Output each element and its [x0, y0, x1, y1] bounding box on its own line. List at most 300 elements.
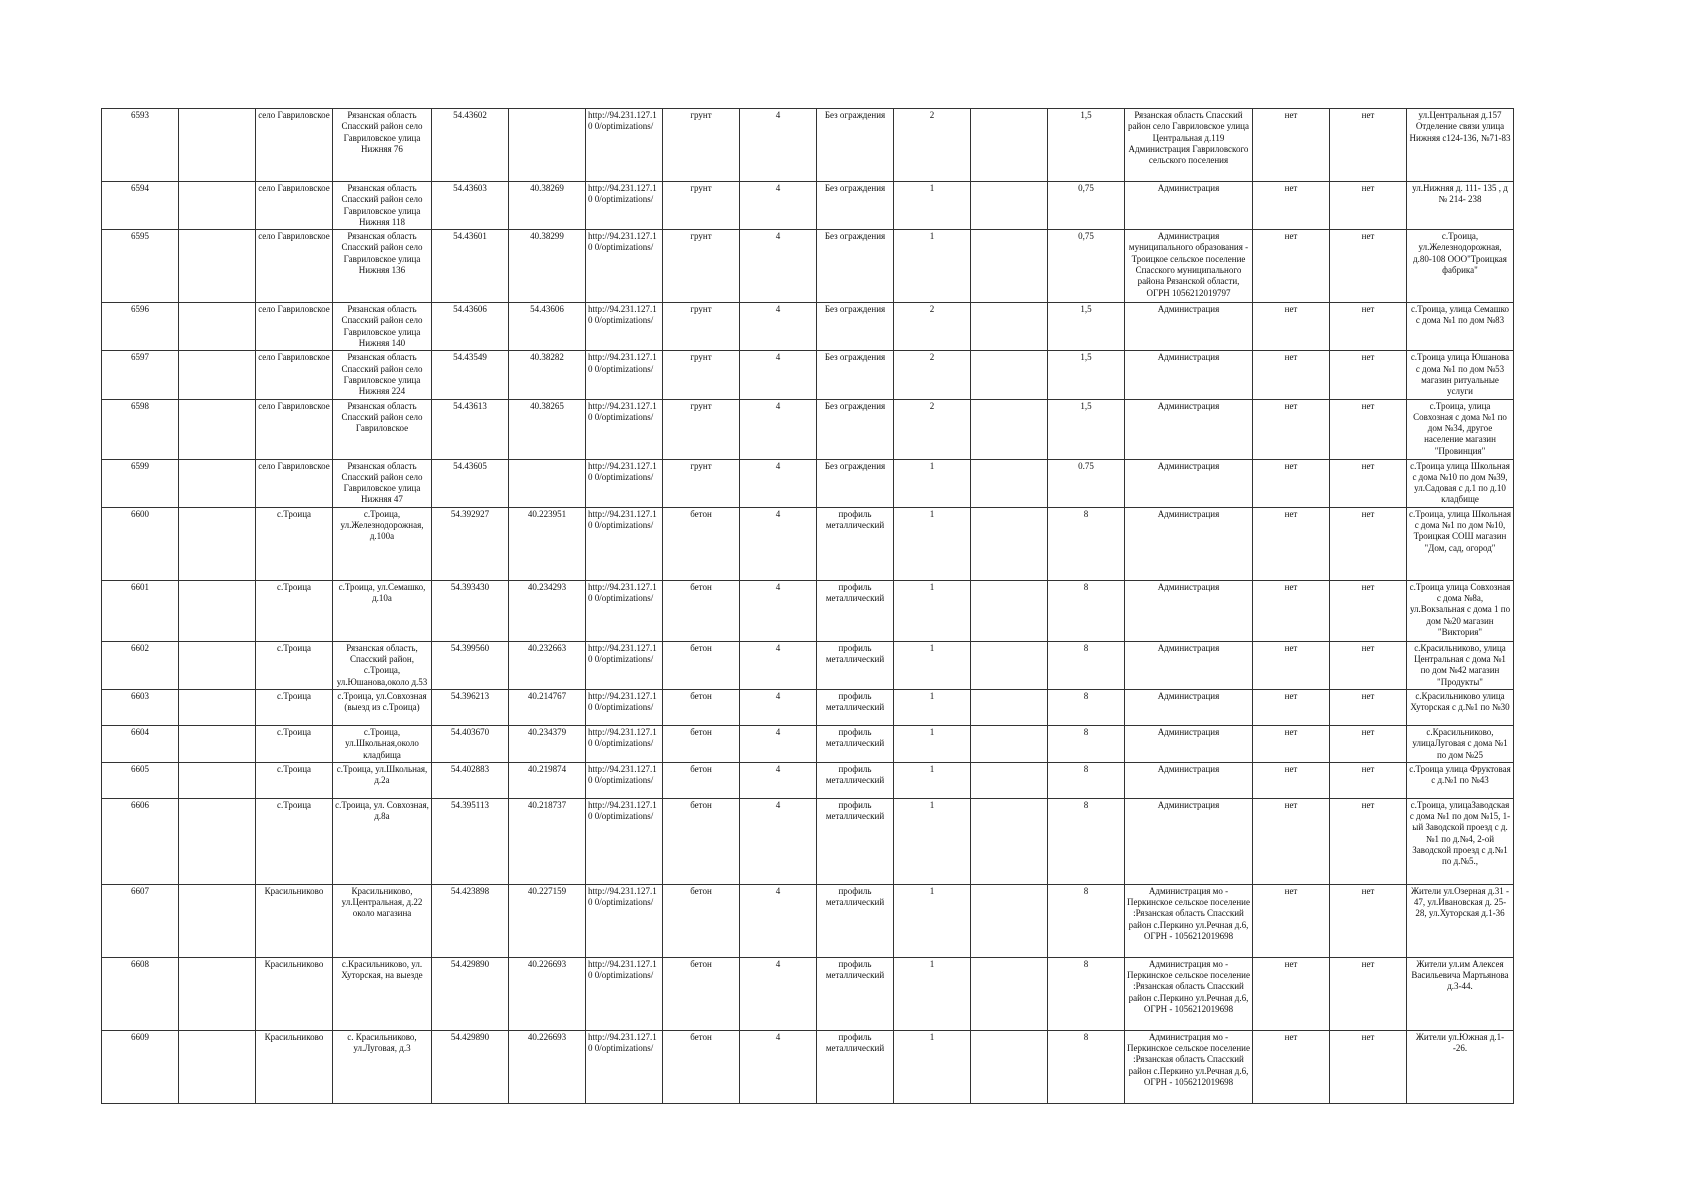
waste-sources: с.Троица, улица Школьная с дома №1 по дом №10, Троицкая СОШ магазин "Дом, сад, огород" — [1407, 507, 1514, 580]
empty-cell — [179, 641, 256, 689]
flag-1: нет — [1253, 230, 1330, 303]
latitude: 54.43549 — [432, 351, 509, 399]
address: Рязанская область Спасский район село Гавриловское — [333, 399, 432, 459]
table-row — [102, 109, 1514, 182]
container-count: 1 — [894, 725, 971, 762]
owner: Администрация муниципального образования - Троицкое сельское поселение Спасского муниципального района Рязанской области, ОГРН 1056212019797 — [1125, 230, 1253, 303]
row-id: 6604 — [102, 725, 179, 762]
area-value: 4 — [740, 580, 817, 641]
settlement-name: село Гавриловское — [256, 182, 333, 230]
fence-type: профиль металлический — [817, 507, 894, 580]
row-id: 6598 — [102, 399, 179, 459]
empty-cell — [971, 109, 1048, 182]
surface-type: грунт — [663, 459, 740, 507]
owner: Администрация мо - Перкинское сельское поселение :Рязанская область Спасский район с.Перкино ул.Речная д.6, ОГРН - 1056212019698 — [1125, 1030, 1253, 1103]
longitude: 40.227159 — [509, 884, 586, 957]
map-link: http://94.231.127.10 0/optimizations/ — [586, 109, 663, 182]
flag-2: нет — [1330, 459, 1407, 507]
empty-cell — [179, 230, 256, 303]
owner: Администрация — [1125, 798, 1253, 884]
surface-type: бетон — [663, 725, 740, 762]
map-link: http://94.231.127.10 0/optimizations/ — [586, 230, 663, 303]
latitude: 54.395113 — [432, 798, 509, 884]
container-volume: 8 — [1048, 689, 1125, 725]
owner: Администрация — [1125, 689, 1253, 725]
table-row — [102, 798, 1514, 884]
container-volume: 8 — [1048, 641, 1125, 689]
table-row — [102, 957, 1514, 1030]
surface-type: грунт — [663, 303, 740, 351]
flag-1: нет — [1253, 580, 1330, 641]
map-link: http://94.231.127.10 0/optimizations/ — [586, 725, 663, 762]
container-volume: 1,5 — [1048, 109, 1125, 182]
container-count: 1 — [894, 182, 971, 230]
empty-cell — [179, 798, 256, 884]
area-value: 4 — [740, 957, 817, 1030]
settlement-name: село Гавриловское — [256, 399, 333, 459]
flag-1: нет — [1253, 399, 1330, 459]
latitude: 54.429890 — [432, 957, 509, 1030]
address: Рязанская область Спасский район село Гавриловское улица Нижняя 136 — [333, 230, 432, 303]
flag-2: нет — [1330, 957, 1407, 1030]
flag-2: нет — [1330, 507, 1407, 580]
address: с.Троица, ул.Семашко, д.10а — [333, 580, 432, 641]
longitude: 40.226693 — [509, 957, 586, 1030]
empty-cell — [971, 798, 1048, 884]
settlement-name: с.Троица — [256, 689, 333, 725]
flag-1: нет — [1253, 459, 1330, 507]
empty-cell — [179, 725, 256, 762]
fence-type: профиль металлический — [817, 1030, 894, 1103]
fence-type: профиль металлический — [817, 957, 894, 1030]
container-volume: 8 — [1048, 725, 1125, 762]
area-value: 4 — [740, 303, 817, 351]
map-link: http://94.231.127.10 0/optimizations/ — [586, 957, 663, 1030]
fence-type: профиль металлический — [817, 884, 894, 957]
empty-cell — [179, 303, 256, 351]
container-count: 1 — [894, 798, 971, 884]
surface-type: бетон — [663, 689, 740, 725]
fence-type: профиль металлический — [817, 641, 894, 689]
map-link: http://94.231.127.10 0/optimizations/ — [586, 351, 663, 399]
container-volume: 8 — [1048, 580, 1125, 641]
longitude — [509, 109, 586, 182]
longitude: 40.38282 — [509, 351, 586, 399]
flag-2: нет — [1330, 689, 1407, 725]
area-value: 4 — [740, 182, 817, 230]
settlement-name: с.Троица — [256, 798, 333, 884]
empty-cell — [971, 884, 1048, 957]
waste-sources: с.Красильниково, улицаЛуговая с дома №1 по дом №25 — [1407, 725, 1514, 762]
map-link: http://94.231.127.10 0/optimizations/ — [586, 1030, 663, 1103]
row-id: 6597 — [102, 351, 179, 399]
surface-type: грунт — [663, 182, 740, 230]
flag-1: нет — [1253, 957, 1330, 1030]
empty-cell — [179, 884, 256, 957]
empty-cell — [179, 762, 256, 798]
flag-2: нет — [1330, 884, 1407, 957]
container-volume: 0.75 — [1048, 459, 1125, 507]
waste-sources: с.Троица улица Совхозная с дома №8а, ул.Вокзальная с дома 1 по дом №20 магазин "Виктория" — [1407, 580, 1514, 641]
owner: Администрация — [1125, 303, 1253, 351]
flag-2: нет — [1330, 351, 1407, 399]
empty-cell — [971, 725, 1048, 762]
row-id: 6605 — [102, 762, 179, 798]
fence-type: профиль металлический — [817, 580, 894, 641]
latitude: 54.399560 — [432, 641, 509, 689]
flag-1: нет — [1253, 725, 1330, 762]
longitude: 40.226693 — [509, 1030, 586, 1103]
latitude: 54.429890 — [432, 1030, 509, 1103]
surface-type: бетон — [663, 507, 740, 580]
registry-table — [101, 108, 1514, 1104]
owner: Администрация — [1125, 762, 1253, 798]
area-value: 4 — [740, 798, 817, 884]
container-count: 1 — [894, 1030, 971, 1103]
table-row — [102, 762, 1514, 798]
address: с.Троица, ул.Железнодорожная, д.100а — [333, 507, 432, 580]
fence-type: профиль металлический — [817, 762, 894, 798]
container-count: 1 — [894, 507, 971, 580]
owner: Администрация — [1125, 725, 1253, 762]
container-volume: 8 — [1048, 1030, 1125, 1103]
container-volume: 1,5 — [1048, 399, 1125, 459]
flag-1: нет — [1253, 762, 1330, 798]
area-value: 4 — [740, 109, 817, 182]
fence-type: профиль металлический — [817, 689, 894, 725]
flag-2: нет — [1330, 303, 1407, 351]
empty-cell — [971, 230, 1048, 303]
row-id: 6601 — [102, 580, 179, 641]
longitude: 40.218737 — [509, 798, 586, 884]
fence-type: Без ограждения — [817, 182, 894, 230]
container-count: 2 — [894, 351, 971, 399]
settlement-name: село Гавриловское — [256, 109, 333, 182]
map-link: http://94.231.127.10 0/optimizations/ — [586, 580, 663, 641]
row-id: 6596 — [102, 303, 179, 351]
container-volume: 1,5 — [1048, 303, 1125, 351]
latitude: 54.392927 — [432, 507, 509, 580]
owner: Администрация — [1125, 507, 1253, 580]
fence-type: Без ограждения — [817, 459, 894, 507]
fence-type: Без ограждения — [817, 230, 894, 303]
latitude: 54.43602 — [432, 109, 509, 182]
empty-cell — [971, 580, 1048, 641]
area-value: 4 — [740, 1030, 817, 1103]
row-id: 6602 — [102, 641, 179, 689]
flag-2: нет — [1330, 230, 1407, 303]
empty-cell — [179, 1030, 256, 1103]
row-id: 6600 — [102, 507, 179, 580]
area-value: 4 — [740, 641, 817, 689]
area-value: 4 — [740, 459, 817, 507]
surface-type: бетон — [663, 580, 740, 641]
flag-2: нет — [1330, 399, 1407, 459]
flag-1: нет — [1253, 1030, 1330, 1103]
empty-cell — [971, 399, 1048, 459]
settlement-name: с.Троица — [256, 580, 333, 641]
container-volume: 8 — [1048, 507, 1125, 580]
empty-cell — [179, 580, 256, 641]
empty-cell — [971, 351, 1048, 399]
owner: Рязанская область Спасский район село Гавриловское улица Центральная д.119 Администрация Гавриловского сельского поселения — [1125, 109, 1253, 182]
address: с.Красильниково, ул. Хуторская, на выезде — [333, 957, 432, 1030]
owner: Администрация — [1125, 182, 1253, 230]
address: Рязанская область Спасский район село Гавриловское улица Нижняя 224 — [333, 351, 432, 399]
flag-1: нет — [1253, 884, 1330, 957]
row-id: 6593 — [102, 109, 179, 182]
waste-sources: с.Троица улица Школьная с дома №10 по дом №39, ул.Садовая с д.1 по д.10 кладбище — [1407, 459, 1514, 507]
address: Рязанская область Спасский район село Гавриловское улица Нижняя 118 — [333, 182, 432, 230]
waste-sources: с.Красильниково улица Хуторская с д.№1 по №30 — [1407, 689, 1514, 725]
surface-type: бетон — [663, 762, 740, 798]
row-id: 6609 — [102, 1030, 179, 1103]
table-row — [102, 580, 1514, 641]
container-volume: 8 — [1048, 957, 1125, 1030]
longitude: 40.234379 — [509, 725, 586, 762]
empty-cell — [179, 109, 256, 182]
owner: Администрация — [1125, 459, 1253, 507]
latitude: 54.43601 — [432, 230, 509, 303]
table-row — [102, 399, 1514, 459]
empty-cell — [971, 459, 1048, 507]
latitude: 54.393430 — [432, 580, 509, 641]
settlement-name: с.Троица — [256, 507, 333, 580]
latitude: 54.43606 — [432, 303, 509, 351]
settlement-name: Красильниково — [256, 1030, 333, 1103]
surface-type: бетон — [663, 957, 740, 1030]
container-volume: 8 — [1048, 762, 1125, 798]
longitude: 40.38299 — [509, 230, 586, 303]
container-volume: 8 — [1048, 798, 1125, 884]
map-link: http://94.231.127.10 0/optimizations/ — [586, 884, 663, 957]
table-row — [102, 507, 1514, 580]
settlement-name: с.Троица — [256, 725, 333, 762]
container-count: 2 — [894, 303, 971, 351]
flag-2: нет — [1330, 798, 1407, 884]
waste-sources: Жители ул.Озерная д.31 - 47, ул.Ивановская д. 25-28, ул.Хуторская д.1-36 — [1407, 884, 1514, 957]
flag-1: нет — [1253, 303, 1330, 351]
container-volume: 0,75 — [1048, 182, 1125, 230]
address: с. Красильниково, ул.Луговая, д.3 — [333, 1030, 432, 1103]
flag-1: нет — [1253, 641, 1330, 689]
container-count: 1 — [894, 957, 971, 1030]
waste-sources: ул.Центральная д.157 Отделение связи улица Нижняя с124-136, №71-83 — [1407, 109, 1514, 182]
row-id: 6608 — [102, 957, 179, 1030]
container-count: 1 — [894, 459, 971, 507]
latitude: 54.396213 — [432, 689, 509, 725]
table-row — [102, 303, 1514, 351]
area-value: 4 — [740, 762, 817, 798]
settlement-name: Красильниково — [256, 957, 333, 1030]
empty-cell — [971, 957, 1048, 1030]
fence-type: Без ограждения — [817, 351, 894, 399]
container-count: 1 — [894, 580, 971, 641]
container-volume: 8 — [1048, 884, 1125, 957]
flag-2: нет — [1330, 725, 1407, 762]
area-value: 4 — [740, 507, 817, 580]
container-count: 2 — [894, 399, 971, 459]
waste-sources: с.Троица, ул.Железнодорожная, д.80-108 ООО"Троицкая фабрика" — [1407, 230, 1514, 303]
waste-sources: Жители ул.им Алексея Васильевича Мартьянова д.3-44. — [1407, 957, 1514, 1030]
longitude: 40.219874 — [509, 762, 586, 798]
map-link: http://94.231.127.10 0/optimizations/ — [586, 641, 663, 689]
empty-cell — [179, 459, 256, 507]
owner: Администрация — [1125, 351, 1253, 399]
flag-2: нет — [1330, 1030, 1407, 1103]
owner: Администрация — [1125, 580, 1253, 641]
flag-2: нет — [1330, 109, 1407, 182]
fence-type: профиль металлический — [817, 798, 894, 884]
latitude: 54.403670 — [432, 725, 509, 762]
surface-type: бетон — [663, 1030, 740, 1103]
table-row — [102, 459, 1514, 507]
container-volume: 0,75 — [1048, 230, 1125, 303]
empty-cell — [179, 351, 256, 399]
container-volume: 1,5 — [1048, 351, 1125, 399]
flag-2: нет — [1330, 641, 1407, 689]
fence-type: Без ограждения — [817, 303, 894, 351]
surface-type: грунт — [663, 230, 740, 303]
flag-1: нет — [1253, 182, 1330, 230]
row-id: 6599 — [102, 459, 179, 507]
waste-sources: с.Троица, улица Семашко с дома №1 по дом №83 — [1407, 303, 1514, 351]
longitude: 40.234293 — [509, 580, 586, 641]
table-row — [102, 689, 1514, 725]
settlement-name: село Гавриловское — [256, 230, 333, 303]
fence-type: Без ограждения — [817, 399, 894, 459]
area-value: 4 — [740, 689, 817, 725]
waste-sources: с.Троица улица Фруктовая с д.№1 по №43 — [1407, 762, 1514, 798]
waste-sources: с.Красильниково, улица Центральная с дома №1 по дом №42 магазин "Продукты" — [1407, 641, 1514, 689]
area-value: 4 — [740, 351, 817, 399]
settlement-name: Красильниково — [256, 884, 333, 957]
latitude: 54.43603 — [432, 182, 509, 230]
map-link: http://94.231.127.10 0/optimizations/ — [586, 303, 663, 351]
flag-1: нет — [1253, 798, 1330, 884]
owner: Администрация — [1125, 641, 1253, 689]
latitude: 54.43605 — [432, 459, 509, 507]
map-link: http://94.231.127.10 0/optimizations/ — [586, 182, 663, 230]
table-row — [102, 641, 1514, 689]
address: с.Троица, ул. Совхозная, д.8а — [333, 798, 432, 884]
waste-sources: с.Троица улица Юшанова с дома №1 по дом №53 магазин ритуальные услуги — [1407, 351, 1514, 399]
surface-type: грунт — [663, 399, 740, 459]
empty-cell — [971, 641, 1048, 689]
latitude: 54.423898 — [432, 884, 509, 957]
empty-cell — [971, 689, 1048, 725]
flag-2: нет — [1330, 182, 1407, 230]
longitude: 40.38269 — [509, 182, 586, 230]
empty-cell — [971, 182, 1048, 230]
empty-cell — [971, 1030, 1048, 1103]
address: с.Троица, ул.Совхозная (выезд из с.Троица) — [333, 689, 432, 725]
container-count: 1 — [894, 641, 971, 689]
address: Красильниково, ул.Центральная, д.22 около магазина — [333, 884, 432, 957]
address: Рязанская область Спасский район село Гавриловское улица Нижняя 140 — [333, 303, 432, 351]
waste-sources: ул.Нижняя д. 111- 135 , д № 214- 238 — [1407, 182, 1514, 230]
settlement-name: село Гавриловское — [256, 351, 333, 399]
address: Рязанская область Спасский район село Гавриловское улица Нижняя 47 — [333, 459, 432, 507]
flag-1: нет — [1253, 109, 1330, 182]
map-link: http://94.231.127.10 0/optimizations/ — [586, 798, 663, 884]
map-link: http://94.231.127.10 0/optimizations/ — [586, 689, 663, 725]
table-row — [102, 884, 1514, 957]
longitude — [509, 459, 586, 507]
empty-cell — [179, 399, 256, 459]
latitude: 54.43613 — [432, 399, 509, 459]
waste-sources: с.Троица, улица Совхозная с дома №1 по дом №34, другое население магазин "Провинция" — [1407, 399, 1514, 459]
settlement-name: с.Троица — [256, 762, 333, 798]
map-link: http://94.231.127.10 0/optimizations/ — [586, 762, 663, 798]
longitude: 54.43606 — [509, 303, 586, 351]
owner: Администрация — [1125, 399, 1253, 459]
empty-cell — [971, 303, 1048, 351]
row-id: 6594 — [102, 182, 179, 230]
settlement-name: с.Троица — [256, 641, 333, 689]
longitude: 40.214767 — [509, 689, 586, 725]
flag-2: нет — [1330, 580, 1407, 641]
surface-type: грунт — [663, 351, 740, 399]
empty-cell — [971, 762, 1048, 798]
map-link: http://94.231.127.10 0/optimizations/ — [586, 459, 663, 507]
fence-type: профиль металлический — [817, 725, 894, 762]
row-id: 6606 — [102, 798, 179, 884]
fence-type: Без ограждения — [817, 109, 894, 182]
latitude: 54.402883 — [432, 762, 509, 798]
empty-cell — [971, 507, 1048, 580]
address: Рязанская область Спасский район село Гавриловское улица Нижняя 76 — [333, 109, 432, 182]
flag-2: нет — [1330, 762, 1407, 798]
container-count: 1 — [894, 230, 971, 303]
area-value: 4 — [740, 725, 817, 762]
table-row — [102, 230, 1514, 303]
settlement-name: село Гавриловское — [256, 303, 333, 351]
flag-1: нет — [1253, 689, 1330, 725]
address: с.Троица, ул.Школьная,около кладбища — [333, 725, 432, 762]
surface-type: грунт — [663, 109, 740, 182]
container-count: 1 — [894, 689, 971, 725]
map-link: http://94.231.127.10 0/optimizations/ — [586, 507, 663, 580]
empty-cell — [179, 957, 256, 1030]
longitude: 40.223951 — [509, 507, 586, 580]
longitude: 40.232663 — [509, 641, 586, 689]
surface-type: бетон — [663, 641, 740, 689]
row-id: 6595 — [102, 230, 179, 303]
flag-1: нет — [1253, 507, 1330, 580]
address: с.Троица, ул.Школьная, д.2а — [333, 762, 432, 798]
surface-type: бетон — [663, 798, 740, 884]
map-link: http://94.231.127.10 0/optimizations/ — [586, 399, 663, 459]
flag-1: нет — [1253, 351, 1330, 399]
empty-cell — [179, 689, 256, 725]
area-value: 4 — [740, 230, 817, 303]
table-row — [102, 351, 1514, 399]
table-row — [102, 1030, 1514, 1103]
area-value: 4 — [740, 399, 817, 459]
owner: Администрация мо - Перкинское сельское поселение :Рязанская область Спасский район с.Перкино ул.Речная д.6, ОГРН - 1056212019698 — [1125, 884, 1253, 957]
empty-cell — [179, 182, 256, 230]
area-value: 4 — [740, 884, 817, 957]
container-count: 1 — [894, 884, 971, 957]
container-count: 2 — [894, 109, 971, 182]
waste-sources: с.Троица, улицаЗаводская с дома №1 по дом №15, 1-ый Заводской проезд с д.№1 по д.№4, 2-ой Заводской проезд с д.№1 по д.№5., — [1407, 798, 1514, 884]
empty-cell — [179, 507, 256, 580]
longitude: 40.38265 — [509, 399, 586, 459]
row-id: 6607 — [102, 884, 179, 957]
row-id: 6603 — [102, 689, 179, 725]
settlement-name: село Гавриловское — [256, 459, 333, 507]
